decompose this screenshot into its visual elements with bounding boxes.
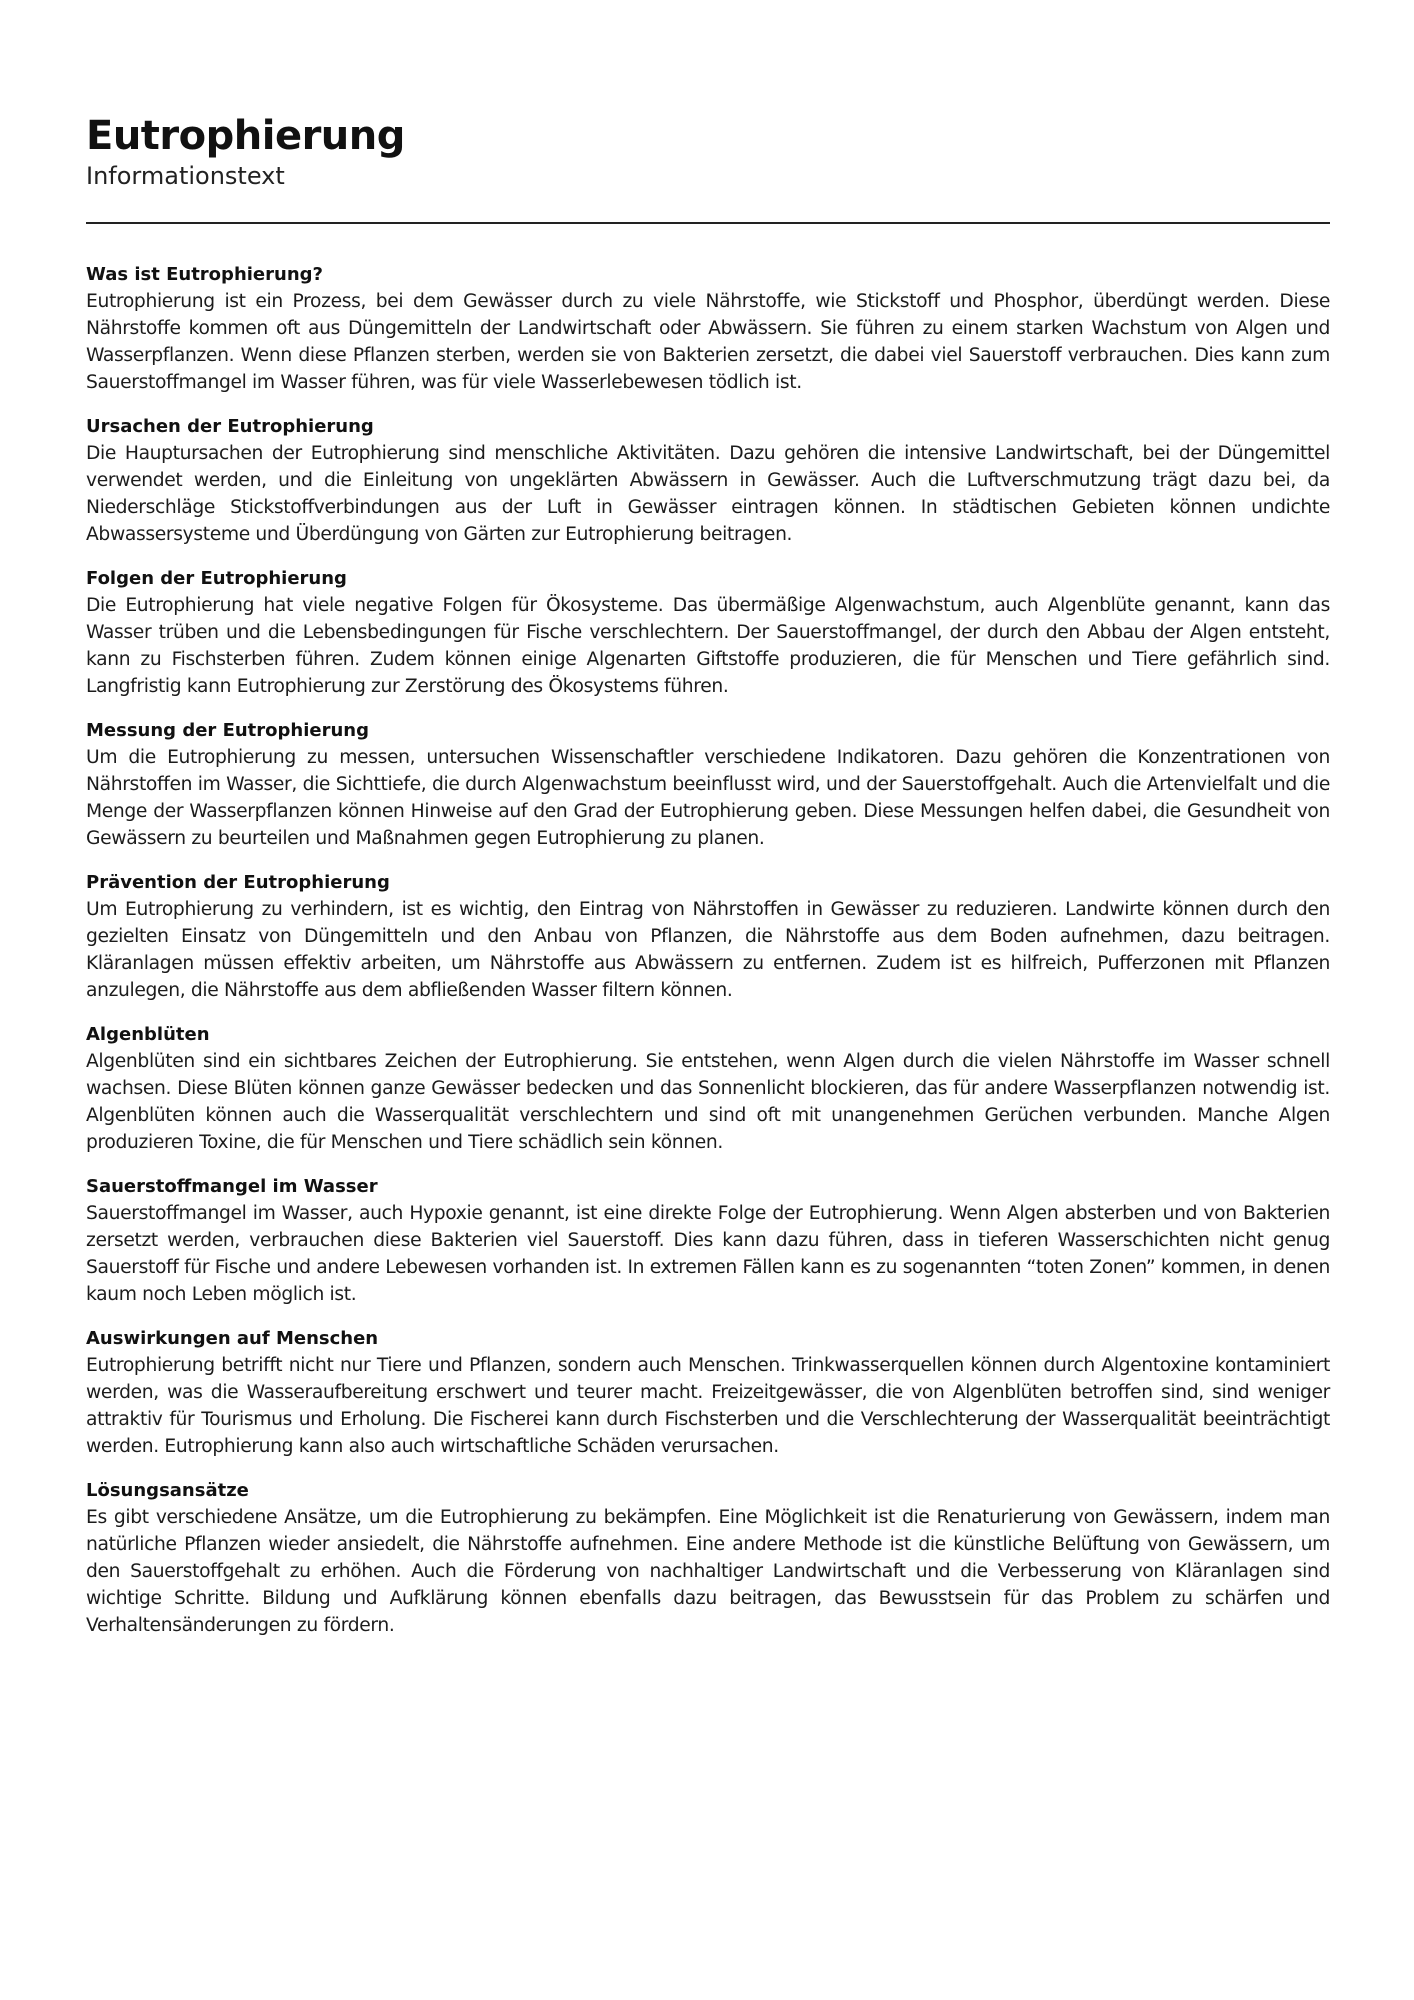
section-heading: Prävention der Eutrophierung xyxy=(86,872,390,893)
title-divider xyxy=(86,222,1330,224)
section-heading: Sauerstoffmangel im Wasser xyxy=(86,1176,378,1197)
section-heading: Algenblüten xyxy=(86,1024,210,1045)
section-ursachen xyxy=(86,413,1330,548)
section-praevention xyxy=(86,869,1330,1004)
section-body: Eutrophierung betrifft nicht nur Tiere und Pflanzen, sondern auch Menschen. Trinkwasserquellen können durch Algentoxine kontaminiert werden, was die Wasseraufbereitung erschwert und teurer macht. Freizeitgewässer, die von Algenblüten betroffen sind, sind weniger attraktiv für Tourismus und Erholung. Die Fischerei kann durch Fischsterben und die Verschlechterung der Wasserqualität beeinträchtigt werden. Eutrophierung kann also auch wirtschaftliche Schäden verursachen. xyxy=(86,1355,1330,1457)
section-heading: Ursachen der Eutrophierung xyxy=(86,416,374,437)
section-body: Um die Eutrophierung zu messen, untersuchen Wissenschaftler verschiedene Indikatoren. Dazu gehören die Konzentrationen von Nährstoffen im Wasser, die Sichttiefe, die durch Algenwachstum beeinflusst wird, und der Sauerstoffgehalt. Auch die Artenvielfalt und die Menge der Wasserpflanzen können Hinweise auf den Grad der Eutrophierung geben. Diese Messungen helfen dabei, die Gesundheit von Gewässern zu beurteilen und Maßnahmen gegen Eutrophierung zu planen. xyxy=(86,747,1330,849)
document-page xyxy=(86,112,1330,1656)
section-body: Es gibt verschiedene Ansätze, um die Eutrophierung zu bekämpfen. Eine Möglichkeit ist die Renaturierung von Gewässern, indem man natürliche Pflanzen wieder ansiedelt, die Nährstoffe aufnehmen. Eine andere Methode ist die künstliche Belüftung von Gewässern, um den Sauerstoffgehalt zu erhöhen. Auch die Förderung von nachhaltiger Landwirtschaft und die Verbesserung von Kläranlagen sind wichtige Schritte. Bildung und Aufklärung können ebenfalls dazu beitragen, das Bewusstsein für das Problem zu schärfen und Verhaltensänderungen zu fördern. xyxy=(86,1507,1330,1636)
section-sauerstoffmangel xyxy=(86,1173,1330,1308)
sections-container xyxy=(86,261,1330,1639)
section-body: Die Eutrophierung hat viele negative Folgen für Ökosysteme. Das übermäßige Algenwachstum, auch Algenblüte genannt, kann das Wasser trüben und die Lebensbedingungen für Fische verschlechtern. Der Sauerstoffmangel, der durch den Abbau der Algen entsteht, kann zu Fischsterben führen. Zudem können einige Algenarten Giftstoffe produzieren, die für Menschen und Tiere gefährlich sind. Langfristig kann Eutrophierung zur Zerstörung des Ökosystems führen. xyxy=(86,595,1330,697)
section-heading: Lösungsansätze xyxy=(86,1480,249,1501)
section-heading: Auswirkungen auf Menschen xyxy=(86,1328,379,1349)
section-loesungsansaetze xyxy=(86,1477,1330,1639)
section-messung xyxy=(86,717,1330,852)
section-heading: Messung der Eutrophierung xyxy=(86,720,369,741)
section-body: Sauerstoffmangel im Wasser, auch Hypoxie genannt, ist eine direkte Folge der Eutrophierung. Wenn Algen absterben und von Bakterien zersetzt werden, verbrauchen diese Bakterien viel Sauerstoff. Dies kann dazu führen, dass in tieferen Wasserschichten nicht genug Sauerstoff für Fische und andere Lebewesen vorhanden ist. In extremen Fällen kann es zu sogenannten “toten Zonen” kommen, in denen kaum noch Leben möglich ist. xyxy=(86,1203,1330,1305)
document-title: Eutrophierung xyxy=(86,113,405,159)
section-heading: Folgen der Eutrophierung xyxy=(86,568,347,589)
document-subtitle: Informationstext xyxy=(86,162,285,190)
section-algenblueten xyxy=(86,1021,1330,1156)
section-body: Algenblüten sind ein sichtbares Zeichen der Eutrophierung. Sie entstehen, wenn Algen durch die vielen Nährstoffe im Wasser schnell wachsen. Diese Blüten können ganze Gewässer bedecken und das Sonnenlicht blockieren, das für andere Wasserpflanzen notwendig ist. Algenblüten können auch die Wasserqualität verschlechtern und sind oft mit unangenehmen Gerüchen verbunden. Manche Algen produzieren Toxine, die für Menschen und Tiere schädlich sein können. xyxy=(86,1051,1330,1153)
section-body: Die Hauptursachen der Eutrophierung sind menschliche Aktivitäten. Dazu gehören die intensive Landwirtschaft, bei der Düngemittel verwendet werden, und die Einleitung von ungeklärten Abwässern in Gewässer. Auch die Luftverschmutzung trägt dazu bei, da Niederschläge Stickstoffverbindungen aus der Luft in Gewässer eintragen können. In städtischen Gebieten können undichte Abwassersysteme und Überdüngung von Gärten zur Eutrophierung beitragen. xyxy=(86,443,1330,545)
section-body: Eutrophierung ist ein Prozess, bei dem Gewässer durch zu viele Nährstoffe, wie Stickstoff und Phosphor, überdüngt werden. Diese Nährstoffe kommen oft aus Düngemitteln der Landwirtschaft oder Abwässern. Sie führen zu einem starken Wachstum von Algen und Wasserpflanzen. Wenn diese Pflanzen sterben, werden sie von Bakterien zersetzt, die dabei viel Sauerstoff verbrauchen. Dies kann zum Sauerstoffmangel im Wasser führen, was für viele Wasserlebewesen tödlich ist. xyxy=(86,291,1330,393)
section-auswirkungen-menschen xyxy=(86,1325,1330,1460)
section-body: Um Eutrophierung zu verhindern, ist es wichtig, den Eintrag von Nährstoffen in Gewässer zu reduzieren. Landwirte können durch den gezielten Einsatz von Düngemitteln und den Anbau von Pflanzen, die Nährstoffe aus dem Boden aufnehmen, dazu beitragen. Kläranlagen müssen effektiv arbeiten, um Nährstoffe aus Abwässern zu entfernen. Zudem ist es hilfreich, Pufferzonen mit Pflanzen anzulegen, die Nährstoffe aus dem abfließenden Wasser filtern können. xyxy=(86,899,1330,1001)
section-heading: Was ist Eutrophierung? xyxy=(86,264,323,285)
section-was-ist-eutrophierung xyxy=(86,261,1330,396)
section-folgen xyxy=(86,565,1330,700)
